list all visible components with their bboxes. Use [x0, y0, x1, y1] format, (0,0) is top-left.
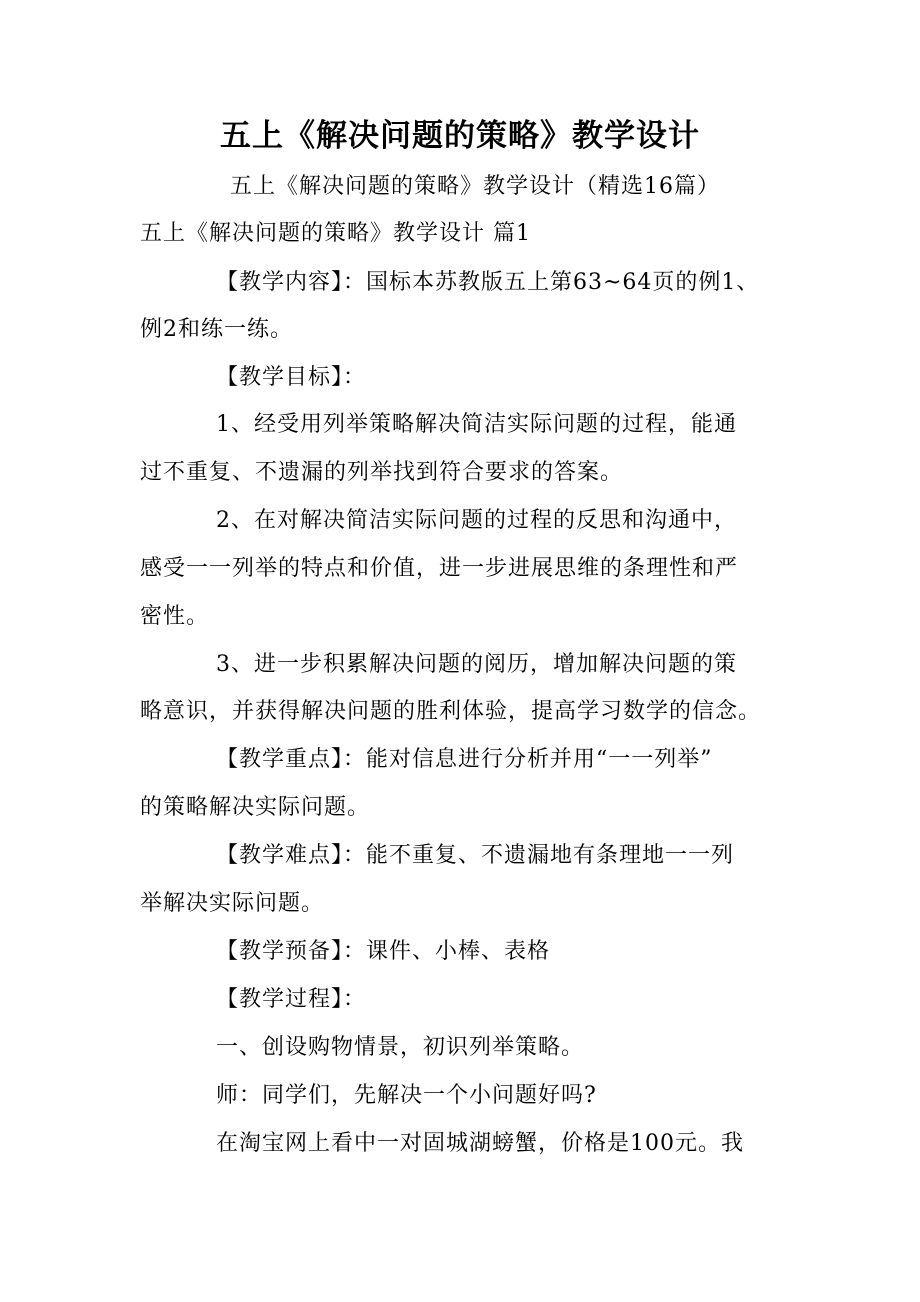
paragraph-line: 略意识，并获得解决问题的胜利体验，提高学习数学的信念。	[140, 699, 762, 724]
paragraph-line: 举解决实际问题。	[140, 891, 325, 916]
paragraph-line: 的策略解决实际问题。	[140, 795, 371, 820]
paragraph-line: 例2和练一练。	[140, 317, 293, 342]
paragraph-line: 2、在对解决简洁实际问题的过程的反思和沟通中，	[216, 508, 737, 533]
paragraph-line: 【教学目标】：	[216, 365, 367, 390]
section-heading: 五上《解决问题的策略》教学设计 篇1	[140, 221, 531, 246]
paragraph-line: 【教学预备】：课件、小棒、表格	[216, 939, 551, 964]
paragraph-line: 3、进一步积累解决问题的阅历，增加解决问题的策	[216, 652, 737, 677]
paragraph-line: 【教学过程】：	[216, 987, 367, 1012]
document-subtitle: 五上《解决问题的策略》教学设计（精选16篇）	[230, 174, 720, 199]
paragraph-line: 在淘宝网上看中一对固城湖螃蟹，价格是100元。我	[216, 1131, 744, 1156]
paragraph-line: 【教学重点】：能对信息进行分析并用“一一列举”	[216, 747, 713, 772]
paragraph-line: 感受一一列举的特点和价值，进一步进展思维的条理性和严	[140, 556, 739, 581]
paragraph-line: 【教学内容】：国标本苏教版五上第63~64页的例1、	[216, 270, 760, 295]
paragraph-line: 一、创设购物情景，初识列举策略。	[216, 1035, 585, 1060]
paragraph-line: 过不重复、不遗漏的列举找到符合要求的答案。	[140, 460, 624, 485]
paragraph-line: 1、经受用列举策略解决简洁实际问题的过程，能通	[216, 412, 737, 437]
paragraph-line: 师：同学们，先解决一个小问题好吗?	[216, 1083, 597, 1108]
document-title: 五上《解决问题的策略》教学设计	[220, 118, 700, 154]
paragraph-line: 【教学难点】：能不重复、不遗漏地有条理地一一列	[216, 843, 735, 868]
paragraph-line: 密性。	[140, 604, 210, 629]
